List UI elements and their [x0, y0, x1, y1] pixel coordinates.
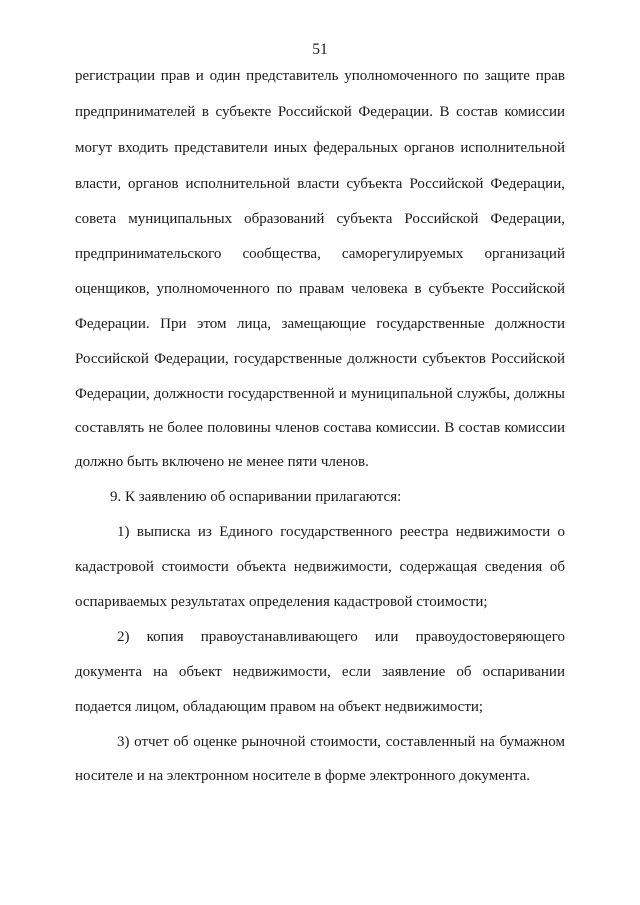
text-line: предпринимательского сообщества, саморегулируемых организаций	[75, 246, 565, 262]
text-line: составлять не более половины членов состава комиссии. В состав комиссии	[75, 420, 565, 436]
list-item-line: 3) отчет об оценке рыночной стоимости, составленный на бумажном	[117, 734, 565, 750]
text-line: оспариваемых результатах определения кадастровой стоимости;	[75, 594, 488, 610]
text-line: подается лицом, обладающим правом на объект недвижимости;	[75, 699, 484, 715]
text-line: могут входить представители иных федеральных органов исполнительной	[75, 140, 565, 156]
text-line: предпринимателей в субъекте Российской Федерации. В состав комиссии	[75, 104, 565, 120]
list-item-line: 1) выписка из Единого государственного реестра недвижимости о	[117, 524, 565, 540]
text-line: должно быть включено не менее пяти членов.	[75, 454, 369, 470]
text-line: Российской Федерации, государственные должности субъектов Российской	[75, 351, 565, 367]
text-line: Федерации, должности государственной и муниципальной службы, должны	[75, 386, 565, 402]
text-line: власти, органов исполнительной власти субъекта Российской Федерации,	[75, 176, 565, 192]
text-line: носителе и на электронном носителе в форме электронного документа.	[75, 768, 531, 784]
text-line: кадастровой стоимости объекта недвижимости, содержащая сведения об	[75, 559, 565, 575]
text-line: оценщиков, уполномоченного по правам человека в субъекте Российской	[75, 281, 565, 297]
text-line: Федерации. При этом лица, замещающие государственные должности	[75, 316, 565, 332]
text-line: документа на объект недвижимости, если заявление об оспаривании	[75, 664, 565, 680]
text-line: регистрации прав и один представитель уполномоченного по защите прав	[75, 68, 565, 84]
page-number: 51	[312, 41, 328, 58]
text-line: совета муниципальных образований субъекта Российской Федерации,	[75, 211, 565, 227]
section-heading: 9. К заявлению об оспаривании прилагаются:	[110, 489, 402, 505]
list-item-line: 2) копия правоустанавливающего или правоудостоверяющего	[117, 629, 565, 645]
